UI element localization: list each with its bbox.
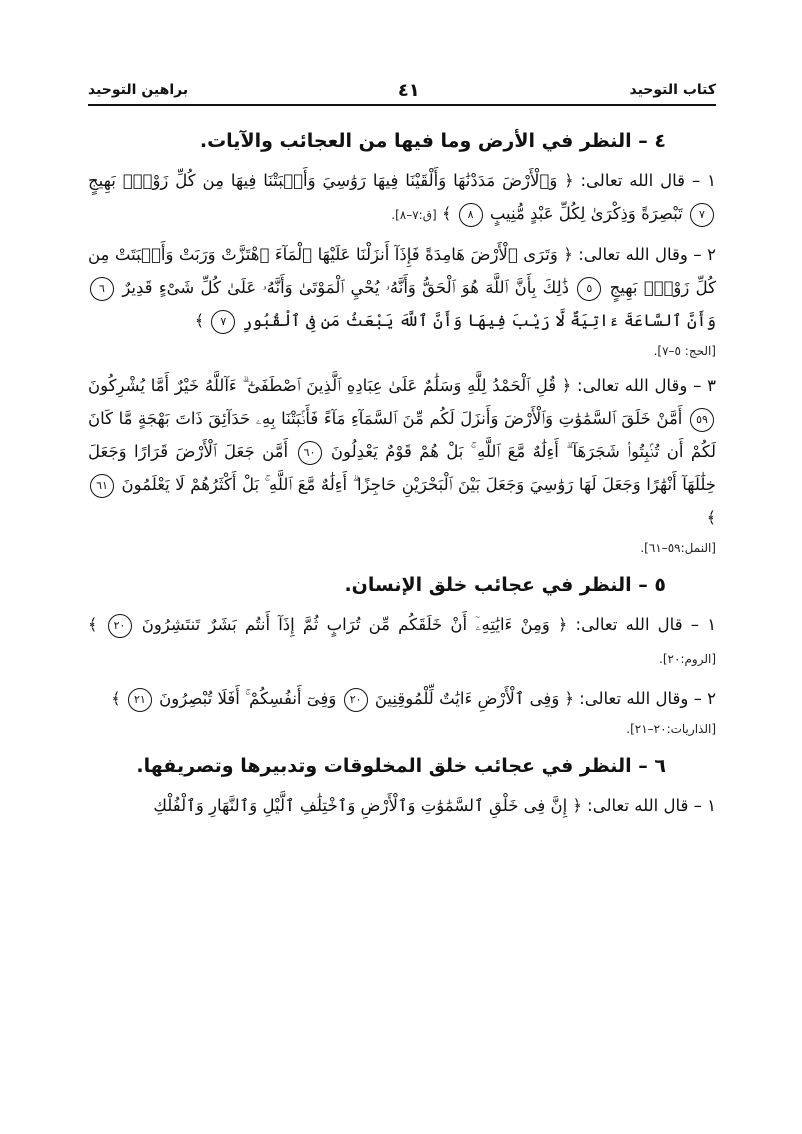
ornate-bracket-close-icon: ﴾	[441, 204, 452, 223]
list-item	[88, 164, 716, 232]
header-chapter-title: براهين التوحيد	[88, 82, 189, 98]
item-intro: وقال الله تعالى:	[579, 689, 689, 708]
ayah-number-icon: ٦	[90, 277, 114, 301]
ornate-bracket-close-icon: ﴾	[88, 615, 98, 634]
quran-verse: أَمَّنْ خَلَقَ ٱلسَّمَٰوَٰتِ وَٱلْأَرْضَ وَأَنزَلَ لَكُم مِّنَ ٱلسَّمَآءِ مَآءً فَأَنۢبَتْنَا بِهِۦ حَدَآئِقَ ذَاتَ بَهْجَةٍ مَّا كَانَ لَكُمْ أَن تُنۢبِتُوا۟ شَجَرَهَآ ۗ أَءِلَٰهٌ مَّعَ ٱللَّهِ ۚ بَلْ هُمْ قَوْمٌ يَعْدِلُونَ	[88, 409, 716, 461]
quran-verse: وَٱلْأَرْضَ مَدَدْنَٰهَا وَأَلْقَيْنَا فِيهَا رَوَٰسِيَ وَأَنۢبَتْنَا فِيهَا مِن كُلِّ زَوْجٍۭ بَهِيجٍ	[88, 171, 558, 190]
ayah-number-icon: ٧	[690, 203, 714, 227]
page-body	[88, 122, 716, 828]
ayah-number-icon: ٦١	[90, 474, 114, 498]
running-header	[88, 76, 716, 106]
verse-reference: [ق:٧–٨].	[391, 208, 437, 222]
item-number: ١ –	[690, 615, 717, 634]
item-number: ١ –	[691, 171, 716, 190]
section-heading-5: ٥ – النظر في عجائب خلق الإنسان.	[344, 574, 666, 596]
item-number: ٣ –	[693, 376, 717, 395]
ayah-number-icon: ٨	[459, 203, 483, 227]
quran-verse: تَبْصِرَةً وَذِكْرَىٰ لِكُلِّ عَبْدٍ مُّنِيبٍ	[489, 204, 683, 223]
ornate-bracket-open-icon: ﴿	[561, 376, 572, 395]
verse-reference: [الحج: ٥–٧].	[653, 344, 716, 358]
item-intro: قال الله تعالى:	[575, 615, 683, 634]
ayah-number-icon: ٥	[577, 277, 601, 301]
item-intro: قال الله تعالى:	[580, 171, 686, 190]
ornate-bracket-open-icon: ﴿	[564, 171, 574, 190]
list-item	[88, 682, 716, 741]
section-heading-6: ٦ – النظر في عجائب خلق المخلوقات وتدبيرها وتصريفها.	[136, 755, 666, 777]
quran-verse: وَفِىٓ أَنفُسِكُمْ ۚ أَفَلَا تُبْصِرُونَ	[159, 689, 337, 708]
item-number: ١ –	[693, 796, 716, 815]
item-intro: وقال الله تعالى:	[578, 245, 688, 264]
ayah-number-icon: ٢٠	[108, 614, 132, 638]
ayah-number-icon: ٥٩	[690, 408, 714, 432]
quran-verse: وَفِى ٱلْأَرْضِ ءَايَٰتٌ لِّلْمُوقِنِينَ	[374, 689, 560, 708]
ornate-bracket-close-icon: ﴾	[194, 311, 205, 330]
quran-verse: وَأَنَّ ٱلسَّاعَةَ ءَاتِيَةٌ لَّا رَيْبَ فِيهَا وَأَنَّ ٱللَّهَ يَبْعَثُ مَن فِى ٱلْقُبُورِ	[242, 311, 716, 330]
verse-reference: [الذاريات:٢٠–٢١].	[626, 722, 716, 736]
ayah-number-icon: ٢١	[128, 688, 152, 712]
ornate-bracket-open-icon: ﴿	[572, 796, 582, 815]
item-number: ٢ –	[693, 689, 716, 708]
header-book-title: كتاب التوحيد	[629, 82, 716, 98]
list-item	[88, 608, 716, 676]
ornate-bracket-open-icon: ﴿	[563, 245, 573, 264]
section-heading-4: ٤ – النظر في الأرض وما فيها من العجائب والآيات.	[199, 130, 666, 152]
item-number: ٢ –	[693, 245, 717, 264]
verse-reference: [الروم:٢٠].	[659, 652, 716, 666]
ornate-bracket-open-icon: ﴿	[564, 689, 574, 708]
quran-verse: قُلِ ٱلْحَمْدُ لِلَّهِ وَسَلَٰمٌ عَلَىٰ عِبَادِهِ ٱلَّذِينَ ٱصْطَفَىٰٓ ۗ ءَآللَّهُ خَيْرٌ أَمَّا يُشْرِكُونَ	[88, 376, 557, 395]
item-intro: قال الله تعالى:	[587, 796, 689, 815]
quran-verse: وَتَرَى ٱلْأَرْضَ هَامِدَةً فَإِذَآ أَنزَلْنَا عَلَيْهَا ٱلْمَآءَ ٱهْتَزَّتْ وَرَبَتْ وَأَنۢبَتَتْ مِن كُلِّ زَوْجٍۭ بَهِيجٍ	[88, 245, 717, 297]
item-intro: وقال الله تعالى:	[577, 376, 688, 395]
ayah-number-icon: ٢٠	[344, 688, 368, 712]
ayah-number-icon: ٦٠	[298, 441, 322, 465]
ornate-bracket-open-icon: ﴿	[557, 615, 568, 634]
list-item	[88, 369, 716, 560]
verse-reference: [النمل:٥٩–٦١].	[640, 541, 716, 555]
quran-verse: ذَٰلِكَ بِأَنَّ ٱللَّهَ هُوَ ٱلْحَقُّ وَأَنَّهُۥ يُحْيِ ٱلْمَوْتَىٰ وَأَنَّهُۥ عَلَىٰ كُلِّ شَىْءٍ قَدِيرٌ	[122, 278, 569, 297]
page-number: ٤١	[397, 79, 420, 101]
ayah-number-icon: ٧	[211, 310, 235, 334]
quran-verse: وَمِنْ ءَايَٰتِهِۦٓ أَنْ خَلَقَكُم مِّن تُرَابٍ ثُمَّ إِذَآ أَنتُم بَشَرٌ تَنتَشِرُونَ	[141, 615, 550, 634]
quran-verse: أَمَّن جَعَلَ ٱلْأَرْضَ قَرَارًا وَجَعَلَ خِلَٰلَهَآ أَنْهَٰرًا وَجَعَلَ لَهَا رَوَٰسِيَ وَجَعَلَ بَيْنَ ٱلْبَحْرَيْنِ حَاجِزًا ۗ أَءِلَٰهٌ مَّعَ ٱللَّهِ ۚ بَلْ أَكْثَرُهُمْ لَا يَعْلَمُونَ	[88, 442, 716, 494]
list-item	[88, 238, 716, 363]
ornate-bracket-close-icon: ﴾	[706, 508, 716, 527]
ornate-bracket-close-icon: ﴾	[111, 689, 121, 708]
quran-verse: إِنَّ فِى خَلْقِ ٱلسَّمَٰوَٰتِ وَٱلْأَرْضِ وَٱخْتِلَٰفِ ٱلَّيْلِ وَٱلنَّهَارِ وَٱلْفُلْكِ	[153, 796, 568, 815]
list-item	[88, 789, 716, 822]
